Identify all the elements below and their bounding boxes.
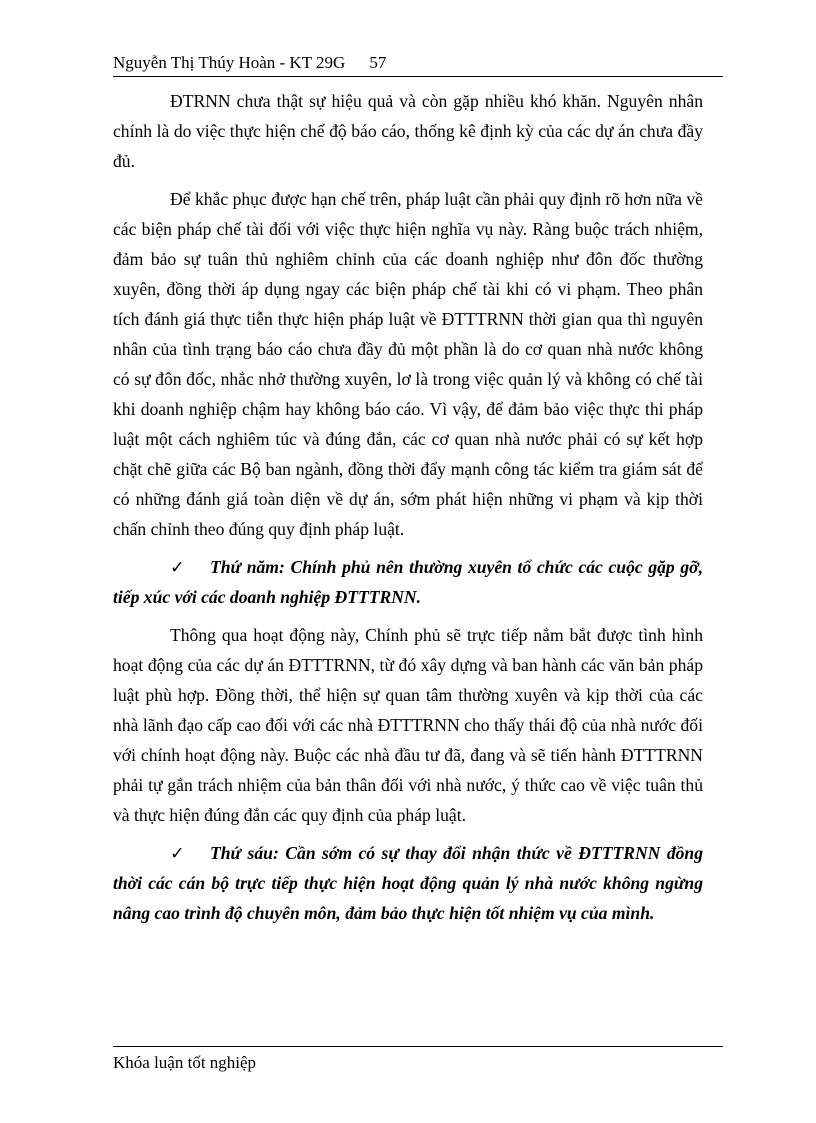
bullet-item-6 — [113, 838, 703, 928]
bullet-text: Thứ năm: Chính phủ nên thường xuyên tổ chức các cuộc gặp gỡ, tiếp xúc với các doanh nghiệp ĐTTTRNN. — [113, 557, 703, 607]
paragraph-2: Để khắc phục được hạn chế trên, pháp luật cần phải quy định rõ hơn nữa về các biện pháp chế tài đối với việc thực hiện nghĩa vụ này. Ràng buộc trách nhiệm, đảm bảo sự tuân thủ nghiêm chỉnh của các doanh nghiệp như đôn đốc thường xuyên, đồng thời áp dụng ngay các biện pháp chế tài khi có vi phạm. Theo phân tích đánh giá thực tiễn thực hiện pháp luật về ĐTTTRNN thời gian qua thì nguyên nhân của tình trạng báo cáo chưa đầy đủ một phần là do cơ quan nhà nước không có sự đôn đốc, nhắc nhở thường xuyên, lơ là trong việc quản lý và không có chế tài khi doanh nghiệp chậm hay không báo cáo. Vì vậy, để đảm bảo việc thực thi pháp luật một cách nghiêm túc và đúng đắn, các cơ quan nhà nước phải có sự kết hợp chặt chẽ giữa các Bộ ban ngành, đồng thời đẩy mạnh công tác kiểm tra giám sát để có những đánh giá toàn diện về dự án, sớm phát hiện những vi phạm và kịp thời chấn chỉnh theo đúng quy định pháp luật. — [113, 189, 703, 539]
paragraph-3: Thông qua hoạt động này, Chính phủ sẽ trực tiếp nắm bắt được tình hình hoạt động của các dự án ĐTTTRNN, từ đó xây dựng và ban hành các văn bản pháp luật phù hợp. Đồng thời, thể hiện sự quan tâm thường xuyên và kịp thời của các nhà lãnh đạo cấp cao đối với các nhà ĐTTTRNN cho thấy thái độ của nhà nước đối với chính hoạt động này. Buộc các nhà đầu tư đã, đang và sẽ tiến hành ĐTTTRNN phải tự gắn trách nhiệm của bản thân đối với nhà nước, ý thức cao về việc tuân thủ và thực hiện đúng đắn các quy định của pháp luật. — [113, 625, 703, 825]
checkmark-icon: ✓ — [170, 557, 185, 577]
document-body — [113, 86, 703, 936]
header-author: Nguyễn Thị Thúy Hoàn - KT 29G — [113, 53, 346, 72]
footer-divider — [113, 1046, 723, 1047]
page-footer: Khóa luận tốt nghiệp — [113, 1053, 257, 1072]
page-header — [113, 52, 723, 74]
bullet-item-5 — [113, 552, 703, 612]
paragraph-1: ĐTRNN chưa thật sự hiệu quả và còn gặp nhiều khó khăn. Nguyên nhân chính là do việc thực hiện chế độ báo cáo, thống kê định kỳ của các dự án chưa đầy đủ. — [113, 91, 703, 171]
header-divider — [113, 76, 723, 77]
checkmark-icon: ✓ — [170, 843, 185, 863]
bullet-text: Thứ sáu: Cần sớm có sự thay đổi nhận thức về ĐTTTRNN đồng thời các cán bộ trực tiếp thực hiện hoạt động quản lý nhà nước không ngừng nâng cao trình độ chuyên môn, đảm bảo thực hiện tốt nhiệm vụ của mình. — [113, 843, 703, 923]
page-number: 57 — [369, 53, 387, 72]
